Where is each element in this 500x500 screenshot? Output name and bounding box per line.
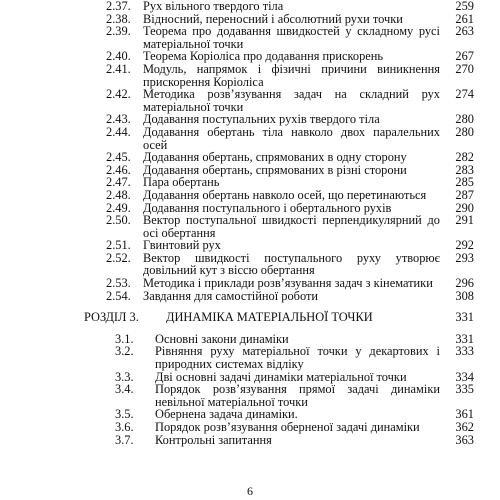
entry-page-number: 363 <box>455 432 474 447</box>
entry-page-number: 263 <box>455 24 474 39</box>
entry-title: Додавання обертань, спрямованих в одну сторону <box>143 150 407 165</box>
entry-page-number: 292 <box>455 238 474 253</box>
entry-number: 2.47. <box>106 175 131 190</box>
entry-page-number: 296 <box>455 276 474 291</box>
entry-page-number: 290 <box>455 200 474 215</box>
entry-title: Додавання обертань навколо осей, що перетинаються <box>143 187 427 202</box>
entry-title: Завдання для самостійної роботи <box>143 288 319 303</box>
entry-title: Методика і приклади розв’язування задач з кінематики <box>143 276 433 291</box>
entry-number: 3.3. <box>115 369 134 384</box>
toc-entry <box>86 239 488 252</box>
entry-page-number: 291 <box>455 213 474 228</box>
entry-number: 3.2. <box>115 344 134 359</box>
entry-page-number: 282 <box>455 150 474 165</box>
toc-entry <box>86 126 488 151</box>
entry-title: Додавання обертань, спрямованих в різні сторони <box>143 162 407 177</box>
entry-number: 3.7. <box>115 432 134 447</box>
entry-title: Відносний, переносний і абсолютний рухи точки <box>143 11 403 26</box>
entry-page-number: 334 <box>455 369 474 384</box>
entry-number: 2.42. <box>106 87 131 102</box>
entry-number: 2.40. <box>106 49 131 64</box>
toc-entry <box>86 189 488 202</box>
entry-number: 2.38. <box>106 11 131 26</box>
toc-chapter-2-entries <box>86 0 488 302</box>
toc-entry <box>86 214 488 239</box>
toc-entry <box>86 434 488 447</box>
entry-title: Порядок розв’язування оберненої задачі динаміки <box>155 420 420 434</box>
entry-title: Вектор швидкості поступального руху утворює довільний кут з віссю обертання <box>143 250 440 278</box>
entry-title: Модуль, напрямок і фізичні причини виникнення прискорення Коріоліса <box>143 61 440 89</box>
entry-number: 2.52. <box>106 250 131 265</box>
entry-number: 2.43. <box>106 112 131 127</box>
toc-section-heading <box>86 311 488 324</box>
entry-title: Пара обертань <box>143 175 220 190</box>
entry-title: Теорема Коріоліса про додавання прискорень <box>143 49 384 64</box>
entry-page-number: 308 <box>455 288 474 303</box>
entry-page-number: 362 <box>455 420 474 434</box>
toc-entry <box>86 277 488 290</box>
entry-title: Додавання поступального і обертального рухів <box>143 200 392 215</box>
entry-page-number: 267 <box>455 49 474 64</box>
entry-title: Рух вільного твердого тіла <box>143 0 284 13</box>
table-of-contents <box>86 0 488 446</box>
entry-number: 2.44. <box>106 124 131 139</box>
entry-number: 2.51. <box>106 238 131 253</box>
entry-number: 3.6. <box>115 420 134 434</box>
toc-entry <box>86 151 488 164</box>
entry-page-number: 280 <box>455 124 474 139</box>
entry-number: 3.5. <box>115 407 134 422</box>
toc-entry <box>86 63 488 88</box>
entry-title: Вектор поступальної швидкості перпендикулярний до осі обертання <box>143 213 440 240</box>
section-number: РОЗДІЛ 3. <box>84 310 139 325</box>
entry-title: Основні закони динаміки <box>155 331 289 346</box>
entry-page-number: 331 <box>455 331 474 346</box>
entry-page-number: 333 <box>455 344 474 359</box>
entry-page-number: 283 <box>455 162 474 177</box>
entry-title: Обернена задача динаміки. <box>155 407 298 422</box>
entry-number: 2.49. <box>106 200 131 215</box>
entry-page-number: 274 <box>455 87 474 102</box>
toc-entry <box>86 383 488 408</box>
entry-title: Контрольні запитання <box>155 432 272 447</box>
toc-entry <box>86 0 488 13</box>
entry-page-number: 293 <box>455 250 474 265</box>
entry-title: Додавання обертань тіла навколо двох паралельних осей <box>143 124 440 152</box>
section-title: ДИНАМІКА МАТЕРІАЛЬНОЇ ТОЧКИ <box>166 310 373 325</box>
entry-number: 2.53. <box>106 276 131 291</box>
toc-entry <box>86 290 488 303</box>
entry-title: Порядок розв’язування прямої задачі динаміки невільної матеріальної точки <box>155 382 440 409</box>
entry-page-number: 259 <box>455 0 474 13</box>
entry-title: Додавання поступальних рухів твердого тіла <box>143 112 380 127</box>
toc-entry <box>86 421 488 434</box>
entry-page-number: 285 <box>455 175 474 190</box>
entry-page-number: 287 <box>455 187 474 202</box>
section-page-number: 331 <box>455 310 474 325</box>
entry-number: 2.54. <box>106 288 131 303</box>
entry-title: Рівняння руху матеріальної точки у декартових і природних системах відліку <box>155 344 440 372</box>
entry-number: 2.39. <box>106 24 131 39</box>
entry-title: Гвинтовий рух <box>143 238 221 253</box>
entry-title: Методика розв’язування задач на складний рух матеріальної точки <box>143 87 440 114</box>
entry-page-number: 270 <box>455 61 474 76</box>
entry-page-number: 261 <box>455 11 474 26</box>
entry-title: Теорема про додавання швидкостей у складному русі матеріальної точки <box>143 24 440 51</box>
entry-number: 2.48. <box>106 187 131 202</box>
entry-number: 2.37. <box>106 0 131 13</box>
entry-number: 3.1. <box>115 331 134 346</box>
entry-page-number: 280 <box>455 112 474 127</box>
entry-title: Дві основні задачі динаміки матеріальної точки <box>155 369 407 384</box>
toc-entry <box>86 88 488 113</box>
entry-number: 2.45. <box>106 150 131 165</box>
toc-entry <box>86 252 488 277</box>
toc-entry <box>86 345 488 370</box>
toc-chapter-3-entries <box>86 333 488 446</box>
entry-number: 3.4. <box>115 382 134 397</box>
entry-page-number: 335 <box>455 382 474 397</box>
entry-number: 2.50. <box>106 213 131 228</box>
toc-entry <box>86 25 488 50</box>
entry-number: 2.41. <box>106 61 131 76</box>
entry-page-number: 361 <box>455 407 474 422</box>
page-folio: 6 <box>247 484 253 498</box>
entry-number: 2.46. <box>106 162 131 177</box>
